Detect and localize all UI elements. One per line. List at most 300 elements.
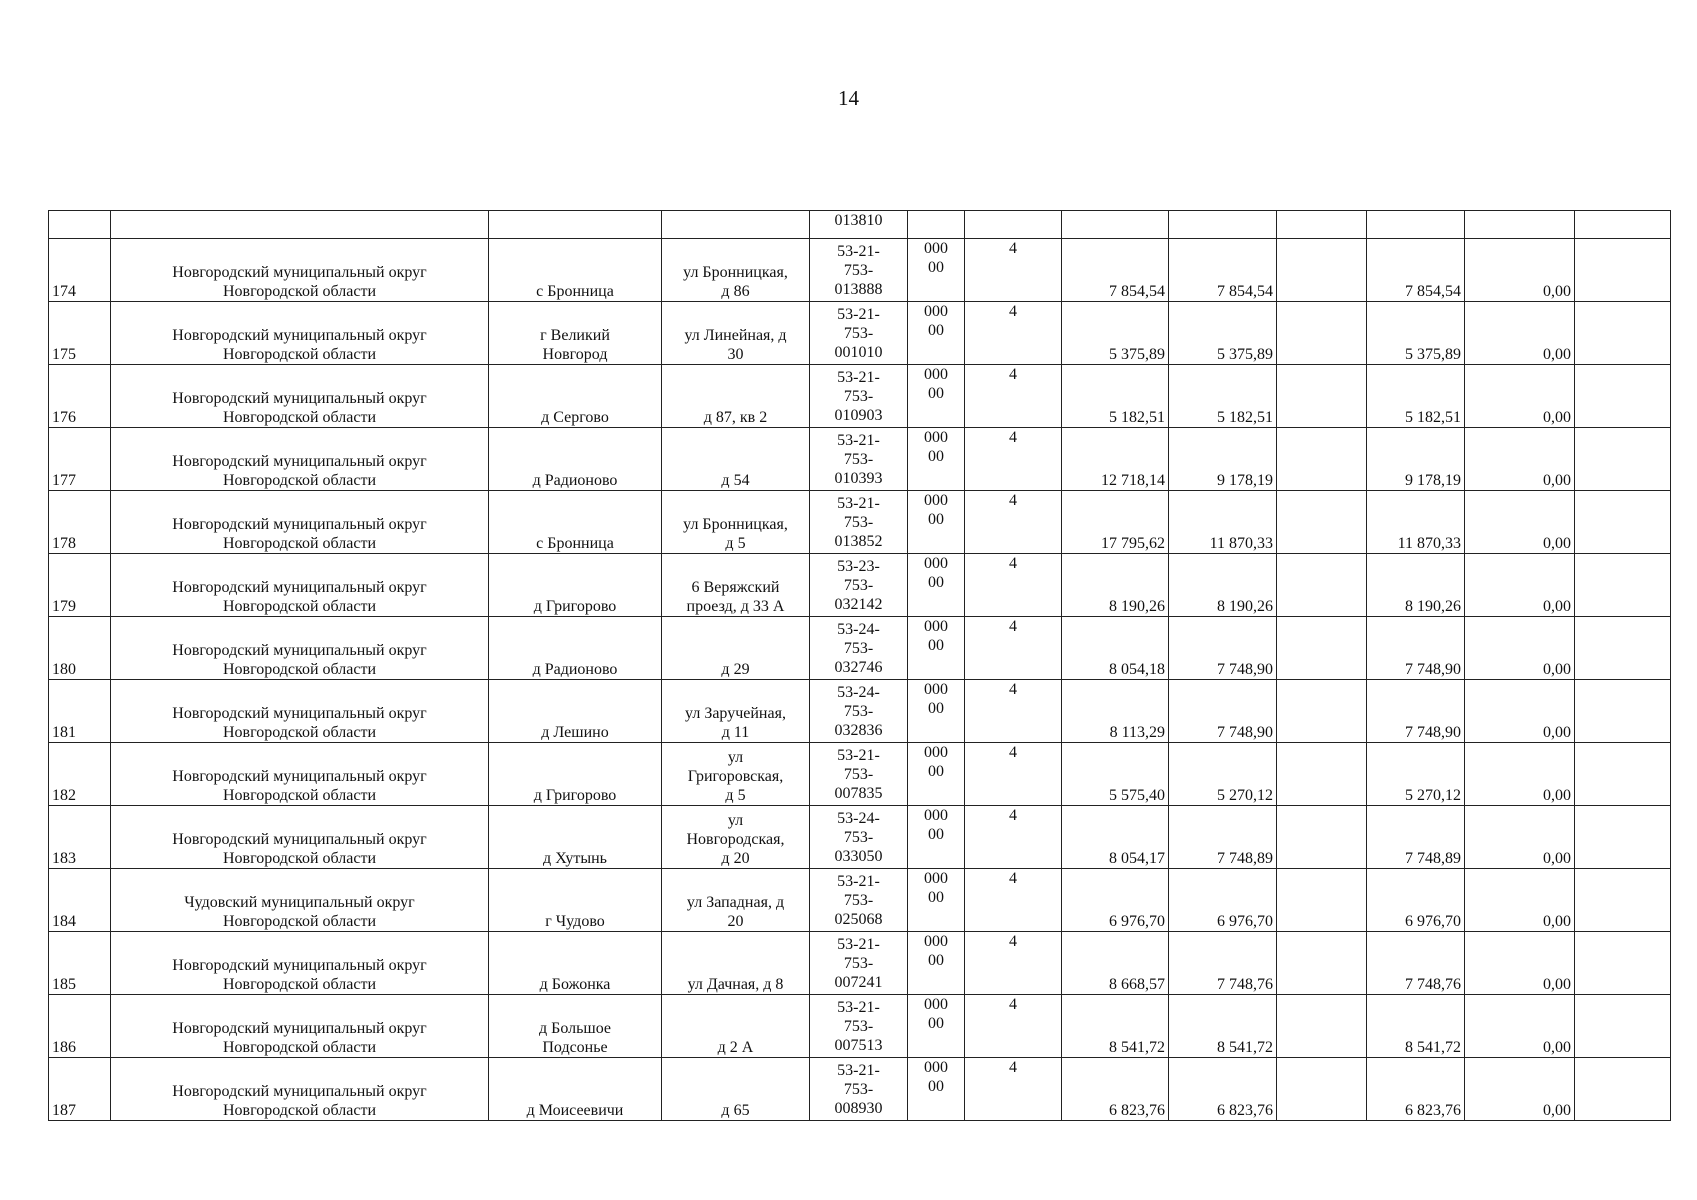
registry-code-cell-line: 753- — [843, 324, 874, 342]
amount-6-cell — [1575, 1058, 1671, 1121]
amount-2-cell: 9 178,19 — [1169, 428, 1277, 491]
amount-1-cell: 5 375,89 — [1062, 302, 1169, 365]
registry-code-cell-line: 53-21- — [837, 305, 880, 323]
amount-3-cell — [1277, 491, 1367, 554]
address-cell-line: проезд, д 33 А — [686, 598, 785, 615]
kind-code-cell — [908, 932, 965, 995]
address-cell-line: ул — [727, 749, 744, 766]
amount-1-cell: 17 795,62 — [1062, 491, 1169, 554]
address-cell-line: 20 — [727, 913, 744, 930]
amount-3-cell — [1277, 806, 1367, 869]
district-cell — [111, 617, 489, 680]
registry-code-cell-line: 032746 — [834, 658, 883, 676]
registry-code-cell — [810, 617, 908, 680]
amount-6-cell — [1575, 869, 1671, 932]
amount-3-cell — [1277, 743, 1367, 806]
amount-2-cell: 7 748,89 — [1169, 806, 1277, 869]
address-cell-line: ул Заручейная, — [685, 705, 786, 722]
amount-6-cell — [1575, 554, 1671, 617]
register-body — [49, 211, 1671, 1121]
amount-1-cell: 6 976,70 — [1062, 869, 1169, 932]
address-cell-line: ул Западная, д — [686, 894, 785, 911]
amount-6-cell — [1575, 680, 1671, 743]
row-number: 176 — [49, 365, 111, 428]
district-cell-line: Новгородской области — [222, 850, 377, 867]
address-cell-line: ул Бронницкая, — [683, 516, 788, 533]
amount-4-cell: 5 375,89 — [1367, 302, 1465, 365]
registry-code-cell-line: 007513 — [834, 1036, 883, 1054]
kind-code-cell-line: 000 — [924, 996, 948, 1013]
locality-cell — [489, 1058, 662, 1121]
amount-1-cell: 8 054,18 — [1062, 617, 1169, 680]
category-cell: 4 — [965, 1058, 1062, 1121]
amount-5-cell: 0,00 — [1465, 239, 1575, 302]
registry-code-cell-line: 033050 — [834, 847, 883, 865]
registry-code-cell-line: 53-21- — [837, 242, 880, 260]
category-cell: 4 — [965, 302, 1062, 365]
address-cell-line: д 87, кв 2 — [703, 409, 768, 426]
kind-code-cell-line: 00 — [928, 826, 944, 843]
amount-3-cell — [1277, 1058, 1367, 1121]
registry-code-cell-line: 010393 — [834, 469, 883, 487]
amount-3-cell — [1277, 680, 1367, 743]
district-cell-line: Новгородской области — [222, 976, 377, 993]
registry-code-cell — [810, 491, 908, 554]
amount-5-cell: 0,00 — [1465, 554, 1575, 617]
amount-4-cell: 7 748,89 — [1367, 806, 1465, 869]
district-cell-line: Новгородской области — [222, 409, 377, 426]
category-cell: 4 — [965, 491, 1062, 554]
district-cell-line: Новгородской области — [222, 661, 377, 678]
locality-cell — [489, 365, 662, 428]
kind-code-cell — [908, 365, 965, 428]
amount-3-cell — [1277, 239, 1367, 302]
address-cell-line: ул Линейная, д — [684, 327, 787, 344]
district-cell — [111, 743, 489, 806]
kind-code-cell-line: 000 — [924, 870, 948, 887]
category-cell: 4 — [965, 365, 1062, 428]
amount-1-cell: 6 823,76 — [1062, 1058, 1169, 1121]
registry-code-cell-line: 753- — [843, 639, 874, 657]
amount-5-cell: 0,00 — [1465, 1058, 1575, 1121]
amount-4-cell: 8 190,26 — [1367, 554, 1465, 617]
amount-2-cell: 8 190,26 — [1169, 554, 1277, 617]
address-cell — [662, 617, 810, 680]
registry-code-cell-line: 53-21- — [837, 872, 880, 890]
amount-6-cell — [1575, 932, 1671, 995]
address-cell-line: д 2 А — [717, 1039, 754, 1056]
locality-cell-line: Новгород — [542, 346, 608, 363]
locality-cell — [489, 806, 662, 869]
kind-code-cell-line: 000 — [924, 1059, 948, 1076]
address-cell-line: д 86 — [721, 283, 750, 300]
district-cell — [111, 239, 489, 302]
registry-code-cell-line: 007835 — [834, 784, 883, 802]
address-cell-line: д 29 — [721, 661, 750, 678]
registry-code-cell-line: 753- — [843, 828, 874, 846]
address-cell — [662, 428, 810, 491]
district-cell-line: Новгородский муниципальный округ — [172, 327, 427, 344]
district-cell — [111, 302, 489, 365]
district-cell — [111, 1058, 489, 1121]
registry-code-cell-line: 53-24- — [837, 620, 880, 638]
table-row — [49, 365, 1671, 428]
amount-3-cell — [1277, 302, 1367, 365]
locality-cell — [489, 617, 662, 680]
table-row — [49, 995, 1671, 1058]
kind-code-cell-line: 00 — [928, 1078, 944, 1095]
registry-code-cell — [810, 995, 908, 1058]
amount-2-cell: 6 976,70 — [1169, 869, 1277, 932]
category-cell: 4 — [965, 554, 1062, 617]
amount-4-cell: 6 823,76 — [1367, 1058, 1465, 1121]
kind-code-cell-line: 00 — [928, 322, 944, 339]
address-cell — [662, 1058, 810, 1121]
locality-cell-line: с Бронница — [536, 283, 614, 300]
locality-cell-line: д Хутынь — [543, 850, 607, 867]
amount-6-cell — [1575, 806, 1671, 869]
registry-code-cell-line: 53-21- — [837, 998, 880, 1016]
amount-5-cell: 0,00 — [1465, 743, 1575, 806]
registry-code-cell-line: 753- — [843, 1080, 874, 1098]
district-cell-line: Новгородский муниципальный округ — [172, 1020, 427, 1037]
address-cell — [662, 365, 810, 428]
district-cell-line: Новгородский муниципальный округ — [172, 390, 427, 407]
district-cell — [111, 869, 489, 932]
locality-cell — [489, 491, 662, 554]
district-cell-line: Новгородской области — [222, 1102, 377, 1119]
locality-cell — [489, 428, 662, 491]
kind-code-cell — [908, 1058, 965, 1121]
registry-code-cell — [810, 869, 908, 932]
amount-1-cell: 8 541,72 — [1062, 995, 1169, 1058]
amount-5-cell: 0,00 — [1465, 365, 1575, 428]
address-cell — [662, 806, 810, 869]
amount-4-cell: 8 541,72 — [1367, 995, 1465, 1058]
page-number: 14 — [838, 86, 859, 110]
amount-5-cell: 0,00 — [1465, 806, 1575, 869]
row-number: 182 — [49, 743, 111, 806]
amount-3-cell — [1277, 869, 1367, 932]
registry-code-cell-line: 013888 — [834, 280, 883, 298]
amount-2-cell: 5 270,12 — [1169, 743, 1277, 806]
amount-5-cell: 0,00 — [1465, 869, 1575, 932]
registry-code-cell-line: 53-24- — [837, 809, 880, 827]
amount-3-cell — [1277, 365, 1367, 428]
locality-cell — [489, 554, 662, 617]
district-cell-line: Новгородской области — [222, 787, 377, 804]
registry-code-cell-line: 753- — [843, 576, 874, 594]
kind-code-cell — [908, 806, 965, 869]
district-cell-line: Новгородский муниципальный округ — [172, 1083, 427, 1100]
amount-2-cell: 7 748,90 — [1169, 617, 1277, 680]
kind-code-cell — [908, 428, 965, 491]
table-row — [49, 554, 1671, 617]
registry-code-cell-line: 013852 — [834, 532, 883, 550]
district-cell-line: Новгородский муниципальный округ — [172, 768, 427, 785]
amount-3-cell — [1277, 617, 1367, 680]
amount-1-cell: 8 668,57 — [1062, 932, 1169, 995]
table-row — [49, 1058, 1671, 1121]
kind-code-cell-line: 000 — [924, 681, 948, 698]
registry-code-cell-line: 753- — [843, 765, 874, 783]
registry-code-cell — [810, 302, 908, 365]
district-cell-line: Новгородский муниципальный округ — [172, 453, 427, 470]
district-cell-line: Новгородской области — [222, 283, 377, 300]
amount-4-cell: 11 870,33 — [1367, 491, 1465, 554]
registry-code-cell-line: 753- — [843, 450, 874, 468]
district-cell — [111, 806, 489, 869]
amount-6-cell — [1575, 617, 1671, 680]
table-row — [49, 932, 1671, 995]
kind-code-cell — [908, 995, 965, 1058]
locality-cell — [489, 239, 662, 302]
district-cell — [111, 428, 489, 491]
kind-code-cell — [908, 743, 965, 806]
amount-1-cell: 5 182,51 — [1062, 365, 1169, 428]
district-cell — [111, 995, 489, 1058]
kind-code-cell-line: 00 — [928, 889, 944, 906]
row-number: 184 — [49, 869, 111, 932]
table-row — [49, 491, 1671, 554]
locality-cell — [489, 680, 662, 743]
kind-code-cell-line: 00 — [928, 700, 944, 717]
locality-cell-line: д Григорово — [533, 787, 617, 804]
district-cell — [111, 491, 489, 554]
kind-code-cell-line: 000 — [924, 618, 948, 635]
amount-1-cell: 8 054,17 — [1062, 806, 1169, 869]
kind-code-cell-line: 000 — [924, 807, 948, 824]
registry-code-cell-line: 010903 — [834, 406, 883, 424]
address-cell-line: д 5 — [725, 787, 746, 804]
address-cell — [662, 239, 810, 302]
district-cell-line: Новгородской области — [222, 598, 377, 615]
amount-4-cell: 7 748,90 — [1367, 617, 1465, 680]
category-cell: 4 — [965, 743, 1062, 806]
registry-code-cell — [810, 743, 908, 806]
amount-5-cell: 0,00 — [1465, 302, 1575, 365]
address-cell-line: ул Бронницкая, — [683, 264, 788, 281]
kind-code-cell — [908, 302, 965, 365]
registry-code-cell-line: 53-21- — [837, 431, 880, 449]
address-cell-line: ул Дачная, д 8 — [687, 976, 784, 993]
registry-code-cell — [810, 680, 908, 743]
district-cell-line: Новгородской области — [222, 724, 377, 741]
registry-code-cell — [810, 932, 908, 995]
amount-2-cell: 7 748,76 — [1169, 932, 1277, 995]
row-number: 180 — [49, 617, 111, 680]
kind-code-cell-line: 000 — [924, 429, 948, 446]
locality-cell — [489, 302, 662, 365]
locality-cell-line: д Большое — [538, 1020, 611, 1037]
registry-code-cell-line: 753- — [843, 702, 874, 720]
district-cell-line: Новгородский муниципальный округ — [172, 264, 427, 281]
locality-cell-line: г Великий — [540, 327, 610, 344]
district-cell-line: Чудовский муниципальный округ — [184, 894, 415, 911]
kind-code-cell-line: 00 — [928, 259, 944, 276]
category-cell: 4 — [965, 869, 1062, 932]
amount-1-cell: 12 718,14 — [1062, 428, 1169, 491]
locality-cell-line: д Моисеевичи — [526, 1102, 624, 1119]
kind-code-cell-line: 00 — [928, 574, 944, 591]
amount-4-cell: 5 182,51 — [1367, 365, 1465, 428]
kind-code-cell-line: 00 — [928, 511, 944, 528]
kind-code-cell-line: 00 — [928, 385, 944, 402]
amount-5-cell: 0,00 — [1465, 428, 1575, 491]
register-table — [48, 210, 1671, 1121]
registry-code-cell-line: 53-21- — [837, 1061, 880, 1079]
district-cell — [111, 554, 489, 617]
locality-cell-line: д Божонка — [539, 976, 611, 993]
district-cell — [111, 365, 489, 428]
address-cell-line: д 20 — [721, 850, 750, 867]
address-cell-line: д 54 — [721, 472, 750, 489]
registry-code-cell — [810, 554, 908, 617]
kind-code-cell-line: 000 — [924, 303, 948, 320]
amount-5-cell: 0,00 — [1465, 995, 1575, 1058]
amount-3-cell — [1277, 554, 1367, 617]
amount-3-cell — [1277, 932, 1367, 995]
row-number: 181 — [49, 680, 111, 743]
registry-code-cell-line: 032836 — [834, 721, 883, 739]
registry-code-cell-line: 53-21- — [837, 746, 880, 764]
address-cell — [662, 302, 810, 365]
district-cell-line: Новгородский муниципальный округ — [172, 957, 427, 974]
registry-code-cell-line: 753- — [843, 891, 874, 909]
district-cell-line: Новгородский муниципальный округ — [172, 579, 427, 596]
amount-6-cell — [1575, 428, 1671, 491]
amount-4-cell: 7 748,76 — [1367, 932, 1465, 995]
category-cell: 4 — [965, 428, 1062, 491]
category-cell: 4 — [965, 995, 1062, 1058]
amount-2-cell: 11 870,33 — [1169, 491, 1277, 554]
registry-code-cell-line: 53-21- — [837, 494, 880, 512]
address-cell-line: Григоровская, — [687, 768, 784, 785]
district-cell-line: Новгородской области — [222, 472, 377, 489]
registry-code-cell — [810, 365, 908, 428]
amount-2-cell: 5 182,51 — [1169, 365, 1277, 428]
amount-4-cell: 7 854,54 — [1367, 239, 1465, 302]
continuation-row — [49, 211, 1671, 239]
row-number: 186 — [49, 995, 111, 1058]
row-number: 185 — [49, 932, 111, 995]
address-cell-line: 6 Веряжский — [691, 579, 780, 596]
district-cell-line: Новгородский муниципальный округ — [172, 705, 427, 722]
table-row — [49, 869, 1671, 932]
address-cell-line: д 65 — [721, 1102, 750, 1119]
row-number: 175 — [49, 302, 111, 365]
table-row — [49, 806, 1671, 869]
category-cell: 4 — [965, 932, 1062, 995]
amount-5-cell: 0,00 — [1465, 680, 1575, 743]
kind-code-cell-line: 00 — [928, 763, 944, 780]
address-cell — [662, 743, 810, 806]
category-cell: 4 — [965, 680, 1062, 743]
amount-4-cell: 7 748,90 — [1367, 680, 1465, 743]
amount-2-cell: 7 854,54 — [1169, 239, 1277, 302]
amount-6-cell — [1575, 365, 1671, 428]
district-cell — [111, 680, 489, 743]
locality-cell — [489, 995, 662, 1058]
registry-code-cell — [810, 1058, 908, 1121]
locality-cell-line: д Радионово — [532, 472, 618, 489]
district-cell-line: Новгородской области — [222, 913, 377, 930]
kind-code-cell — [908, 239, 965, 302]
kind-code-cell-line: 000 — [924, 366, 948, 383]
amount-4-cell: 5 270,12 — [1367, 743, 1465, 806]
amount-6-cell — [1575, 239, 1671, 302]
registry-code-cell — [810, 806, 908, 869]
row-number: 179 — [49, 554, 111, 617]
amount-6-cell — [1575, 491, 1671, 554]
address-cell-line: д 11 — [721, 724, 750, 741]
address-cell-line: ул — [727, 812, 744, 829]
amount-5-cell: 0,00 — [1465, 491, 1575, 554]
district-cell-line: Новгородской области — [222, 1039, 377, 1056]
address-cell — [662, 869, 810, 932]
kind-code-cell — [908, 680, 965, 743]
registry-code-cell-line: 53-23- — [837, 557, 880, 575]
amount-3-cell — [1277, 995, 1367, 1058]
registry-code-cell-line: 001010 — [834, 343, 883, 361]
kind-code-cell — [908, 617, 965, 680]
locality-cell — [489, 869, 662, 932]
district-cell-line: Новгородской области — [222, 535, 377, 552]
registry-code-cell-line: 008930 — [834, 1099, 883, 1117]
kind-code-cell-line: 000 — [924, 744, 948, 761]
address-cell-line: 30 — [727, 346, 744, 363]
kind-code-cell-line: 00 — [928, 1015, 944, 1032]
table-row — [49, 617, 1671, 680]
table-row — [49, 743, 1671, 806]
address-cell — [662, 491, 810, 554]
row-number: 174 — [49, 239, 111, 302]
locality-cell-line: Подсонье — [542, 1039, 608, 1056]
address-cell — [662, 554, 810, 617]
amount-1-cell: 8 113,29 — [1062, 680, 1169, 743]
amount-6-cell — [1575, 995, 1671, 1058]
amount-4-cell: 9 178,19 — [1367, 428, 1465, 491]
district-cell-line: Новгородский муниципальный округ — [172, 831, 427, 848]
address-cell — [662, 995, 810, 1058]
address-cell — [662, 680, 810, 743]
district-cell-line: Новгородский муниципальный округ — [172, 516, 427, 533]
address-cell-line: д 5 — [725, 535, 746, 552]
row-number: 178 — [49, 491, 111, 554]
amount-1-cell: 7 854,54 — [1062, 239, 1169, 302]
registry-code-cell-line: 025068 — [834, 910, 883, 928]
kind-code-cell-line: 00 — [928, 448, 944, 465]
kind-code-cell-line: 000 — [924, 492, 948, 509]
category-cell: 4 — [965, 617, 1062, 680]
locality-cell-line: д Григорово — [533, 598, 617, 615]
kind-code-cell — [908, 491, 965, 554]
kind-code-cell — [908, 869, 965, 932]
registry-code-cell-line: 53-21- — [837, 368, 880, 386]
address-cell-line: Новгородская, — [686, 831, 785, 848]
continuation-code: 013810 — [810, 211, 908, 239]
amount-3-cell — [1277, 428, 1367, 491]
registry-code-cell-line: 53-21- — [837, 935, 880, 953]
amount-2-cell: 6 823,76 — [1169, 1058, 1277, 1121]
kind-code-cell-line: 00 — [928, 637, 944, 654]
registry-code-cell-line: 53-24- — [837, 683, 880, 701]
registry-code-cell — [810, 428, 908, 491]
registry-code-cell-line: 753- — [843, 261, 874, 279]
locality-cell-line: с Бронница — [536, 535, 614, 552]
registry-code-cell-line: 753- — [843, 513, 874, 531]
amount-6-cell — [1575, 743, 1671, 806]
